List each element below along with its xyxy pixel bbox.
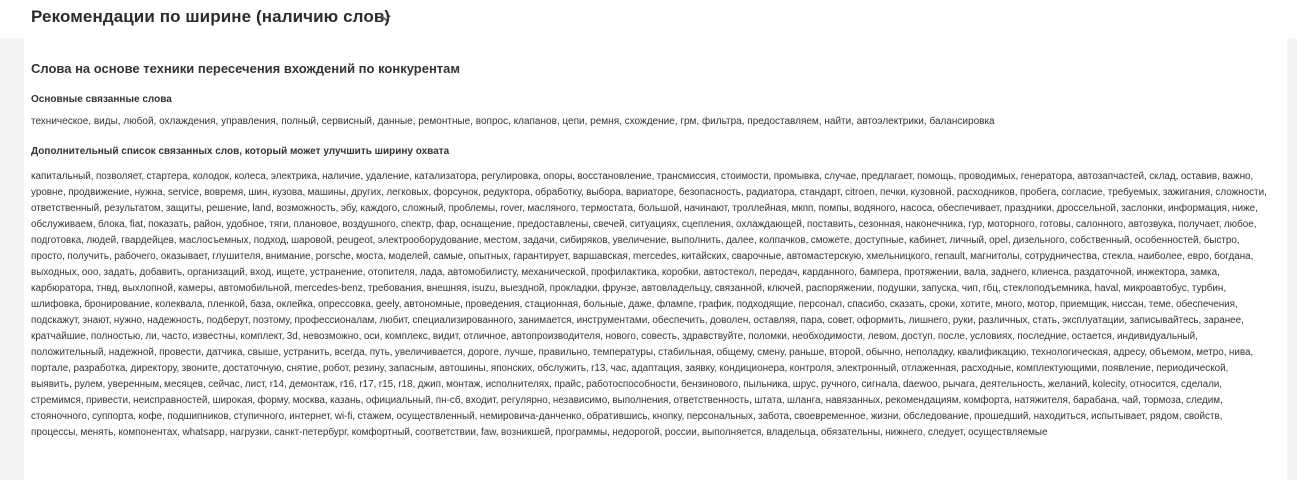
page-title: Рекомендации по ширине (наличию слов) bbox=[31, 7, 391, 26]
section-header bbox=[0, 0, 1297, 38]
recommendations-panel bbox=[24, 38, 1287, 480]
extra-words-title: Дополнительный список связанных слов, который может улучшить ширину охвата bbox=[31, 146, 450, 157]
section-title: Слова на основе техники пересечения вхождений по конкурентам bbox=[31, 61, 461, 76]
main-words-title: Основные связанные слова bbox=[31, 94, 172, 105]
main-words-list: техническое, виды, любой, охлаждения, управления, полный, сервисный, данные, ремонтные, вопрос, клапанов, цепи, ремня, схождение, грм, фильтра, предоставляем, найти, автоэлектрики, балансировка bbox=[31, 116, 995, 127]
chevron-down-icon[interactable] bbox=[380, 11, 392, 23]
extra-words-list: капитальный, позволяет, стартера, колодок, колеса, электрика, наличие, удаление, катализатора, регулировка, опоры, восстановление, трансмиссия, стоимости, промывка, случае, предлагает, помощь, проводимых, генератора, автозапчастей, склад, оставив, важно, уровне, продвижение, нужна, service, вовремя, шин, кузова, машины, других, легковых, форсунок, редуктора, обработку, выбора, вариаторе, безопасность, радиатора, стандарт, citroen, печки, кузовной, расходников, пробега, согласие, требуемых, зажигания, сложности, ответственный, результатом, защиты, решение, land, возможность, эбу, каждого, сложный, проблемы, rover, масляного, термостата, большой, начинают, троллейная, мкпп, помпы, водяного, насоса, обеспечивает, праздники, дроссельной, заслонки, информация, ниже, обслуживаем, блока, fiat, показать, район, удобное, тяги, плановое, воздушного, спектр, фар, оснащение, предоставлены, свечей, ситуациях, сцепления, охлаждающей, поставить, сезонная, наконечника, гур, моторного, готовы, салонного, автозвука, получает, любое, подготовка, людей, гвардейцев, маслосъемных, подход, шаровой, peugeot, электрооборудование, местом, задачи, сибиряков, увеличение, выполнить, далее, колпачков, сможете, доступные, кабинет, личный, opel, дизельного, собственный, особенностей, быстро, просто, получить, рабочего, оказывает, глушителя, внимание, porsche, моста, моделей, самые, опытных, гарантирует, варшавская, mercedes, китайских, сварочные, автомастерскую, хмельницкого, renault, магнитолы, сотрудничества, стекла, наиболее, евро, богдана, выходных, ооо, задать, добавить, организаций, вход, ищете, устранение, отопителя, лада, автомобилисту, механической, профилактика, коробки, автостекол, передач, карданного, бампера, протяжении, вала, заднего, клиенса, раздаточной, инжектора, замка, карбюратора, тнвд, выхлопной, камеры, автомобильной, mercedes-benz, требования, внешняя, isuzu, выездной, прокладки, фрунзе, автовладельцу, связанной, ключей, распоряжении, подушки, запуска, чип, гбц, стеклоподъемника, haval, микроавтобус, турбин, шлифовка, бронирование, колеквала, пленкой, база, оклейка, опрессовка, geely, автономные, проведения, стационная, больные, даже, флампе, график, подходящие, персонал, спасибо, сказать, сроки, хотите, много, мотор, приемщик, ниссан, теме, обеспечения, подскажут, знают, нужно, надежность, подберут, поэтому, профессионалам, любит, специализированного, занимается, инструментами, обеспечить, доволен, оставляя, пара, совет, оформить, лишнего, руки, различных, стать, эксплуатации, записывайтесь, заранее, кратчайшие, полностью, ли, часто, известны, комплект, 3d, невозможно, оси, комплекс, видит, отличное, автопроизводителя, нового, совесть, здравствуйте, поломки, необходимости, левом, доступ, после, условиях, последние, остается, индивидуальный, положительный, надежной, провести, датчика, свыше, устранить, всегда, путь, увеличивается, дороге, лучше, правильно, температуры, стабильная, общему, смену, раньше, второй, обычно, неполадку, квалификацию, технологическая, адресу, объемом, метро, нива, портале, разработка, директору, звоните, достаточную, снятие, робот, резину, запасным, автошины, японских, обслужить, r13, час, адаптация, заявку, кондиционера, контроля, электронный, отлаженная, расходные, комплектующими, появление, периодической, выявить, рулем, уверенным, месяцев, сейчас, лист, r14, демонтаж, r16, r17, r15, r18, джип, монтаж, исполнителях, прайс, работоспособности, бензинового, пыльника, шрус, ручного, сигнала, daewoo, рычага, деятельность, желаний, kolecity, относится, сделали, стремимся, привести, неисправностей, широкая, форму, москва, казань, официальный, пн-сб, входит, регулярно, независимо, выполнения, ответственность, штата, шланга, навязанных, рекомендациям, комфорта, натяжителя, барабана, чай, тормоза, следим, стояночного, суппорта, кофе, подшипников, ступичного, интернет, wi-fi, стажем, осуществленный, немировича-данченко, обратившись, кнопку, персональных, забота, своевременное, жизни, обследование, прошедший, находиться, испытывает, рядом, свойств, процессы, менять, компонентах, whatsapp, нагрузки, санкт-петербург, комфортный, соответствии, faw, возникшей, программы, недорогой, россии, выполняется, владельца, обязательны, нижнего, следует, осуществляемые bbox=[31, 171, 1267, 438]
